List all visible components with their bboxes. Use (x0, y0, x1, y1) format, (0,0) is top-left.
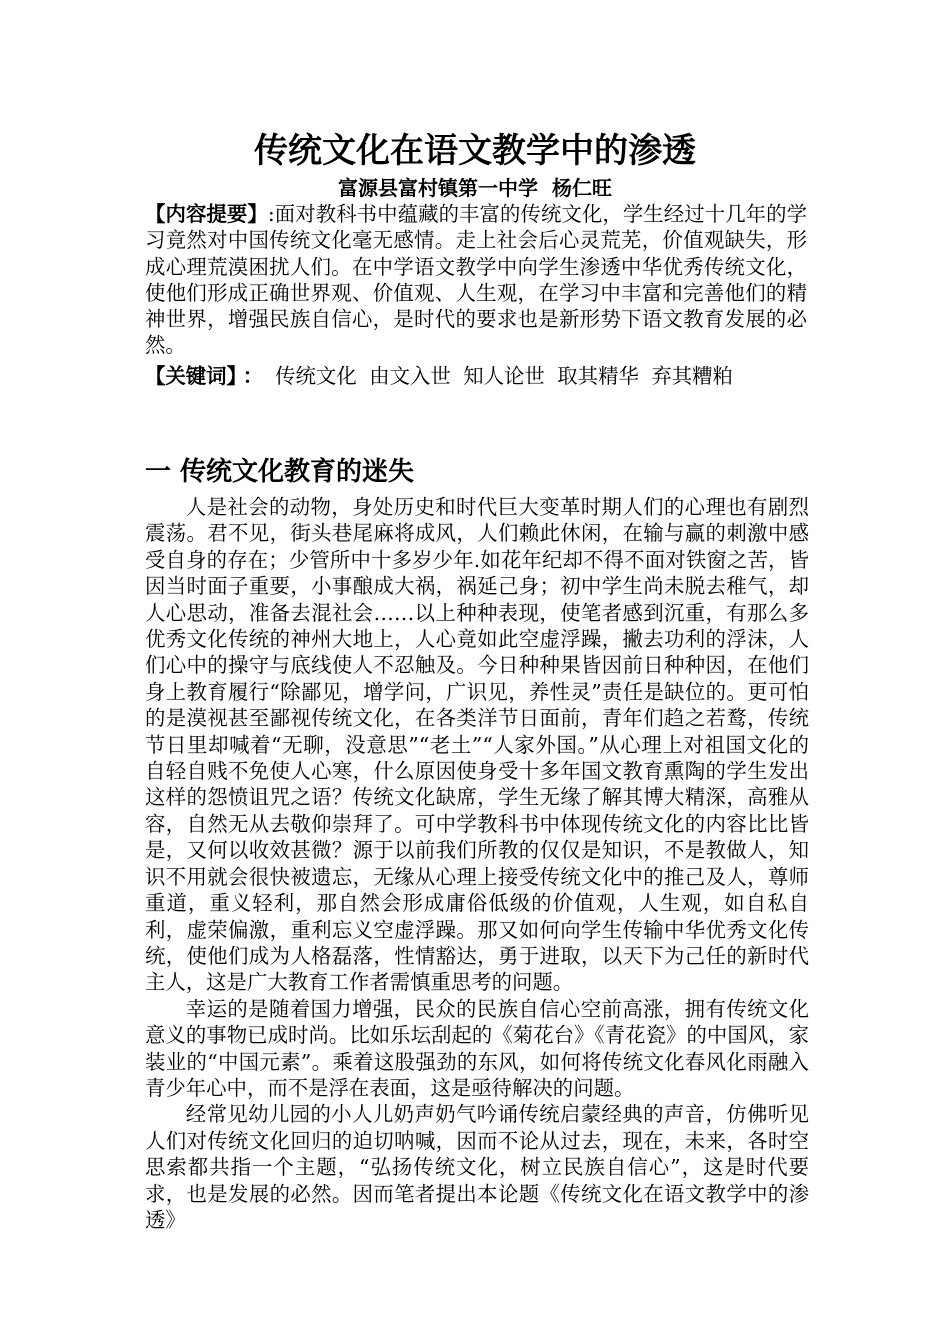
keywords-colon: ： (242, 364, 264, 388)
keywords-label: 【关键词】 (145, 364, 237, 388)
section-heading: 一 传统文化教育的迷失 (145, 457, 415, 487)
keyword-item: 知人论世 (463, 364, 545, 388)
abstract-label: 【内容提要】 (145, 202, 268, 226)
document-title: 传统文化在语文教学中的渗透 (254, 131, 696, 171)
abstract-text: :面对教科书中蕴藏的丰富的传统文化，学生经过十几年的学习竟然对中国传统文化毫无感情。走上社会后心灵荒芜，价值观缺失，形成心理荒漠困扰人们。在中学语文教学中向学生渗透中华优秀传统文化，使他们形成正确世界观、价值观、人生观，在学习中丰富和完善他们的精神世界，增强民族自信心，是时代的要求也是新形势下语文教育发展的必然。 (145, 202, 807, 358)
body-paragraph: 经常见幼儿园的小人儿奶声奶气吟诵传统启蒙经典的声音，仿佛听见人们对传统文化回归的迫切呐喊，因而不论从过去，现在，未来，各时空思索都共指一个主题，“弘扬传统文化，树立民族自信心”，这是时代要求，也是发展的必然。因而笔者提出本论题《传统文化在语文教学中的渗透》 (145, 1102, 809, 1232)
author-line (0, 175, 950, 201)
body-paragraph: 幸运的是随着国力增强，民众的民族自信心空前高涨，拥有传统文化意义的事物已成时尚。比如乐坛刮起的《菊花台》《青花瓷》的中国风，家装业的“中国元素”。乘着这股强劲的东风，如何将传统文化春风化雨融入青少年心中，而不是浮在表面，这是亟待解决的问题。 (145, 996, 809, 1100)
section-body (145, 494, 809, 1233)
keywords (145, 362, 807, 390)
abstract (145, 201, 807, 359)
keyword-item: 由文入世 (369, 364, 451, 388)
author-school: 富源县富村镇第一中学 (338, 176, 538, 200)
body-paragraph: 人是社会的动物，身处历史和时代巨大变革时期人们的心理也有剧烈震荡。君不见，街头巷尾麻将成风，人们赖此休闲，在输与赢的刺激中感受自身的存在；少管所中十多岁少年.如花年纪却不得不面对铁窗之苦，皆因当时面子重要，小事酿成大祸，祸延己身；初中学生尚未脱去稚气，却人心思动，准备去混社会……以上种种表现，使笔者感到沉重，有那么多优秀文化传统的神州大地上，人心竟如此空虚浮躁，撇去功利的浮沫，人们心中的操守与底线使人不忍触及。今日种种果皆因前日种种因，在他们身上教育履行“除鄙见，增学问，广识见，养性灵”责任是缺位的。更可怕的是漠视甚至鄙视传统文化，在各类洋节日面前，青年们趋之若鹜，传统节日里却喊着“无聊，没意思”“老土”“人家外国。”从心理上对祖国文化的自轻自贱不免使人心寒，什么原因使身受十多年国文教育熏陶的学生发出这样的怨愤诅咒之语？传统文化缺席，学生无缘了解其博大精深，高雅从容，自然无从去敬仰崇拜了。可中学教科书中体现传统文化的内容比比皆是，又何以收效甚微？源于以前我们所教的仅仅是知识，不是教做人，知识不用就会很快被遗忘，无缘从心理上接受传统文化中的推己及人，尊师重道，重义轻利，那自然会形成庸俗低级的价值观，人生观，如自私自利，虚荣偏激，重利忘义空虚浮躁。那又如何向学生传输中华优秀文化传统，使他们成为人格磊落，性情豁达，勇于进取，以天下为己任的新时代主人，这是广大教育工作者需慎重思考的问题。 (145, 495, 809, 995)
author-name: 杨仁旺 (552, 176, 612, 200)
keyword-item: 传统文化 (275, 364, 357, 388)
keyword-item: 取其精华 (557, 364, 639, 388)
keyword-item: 弃其糟粕 (651, 364, 733, 388)
